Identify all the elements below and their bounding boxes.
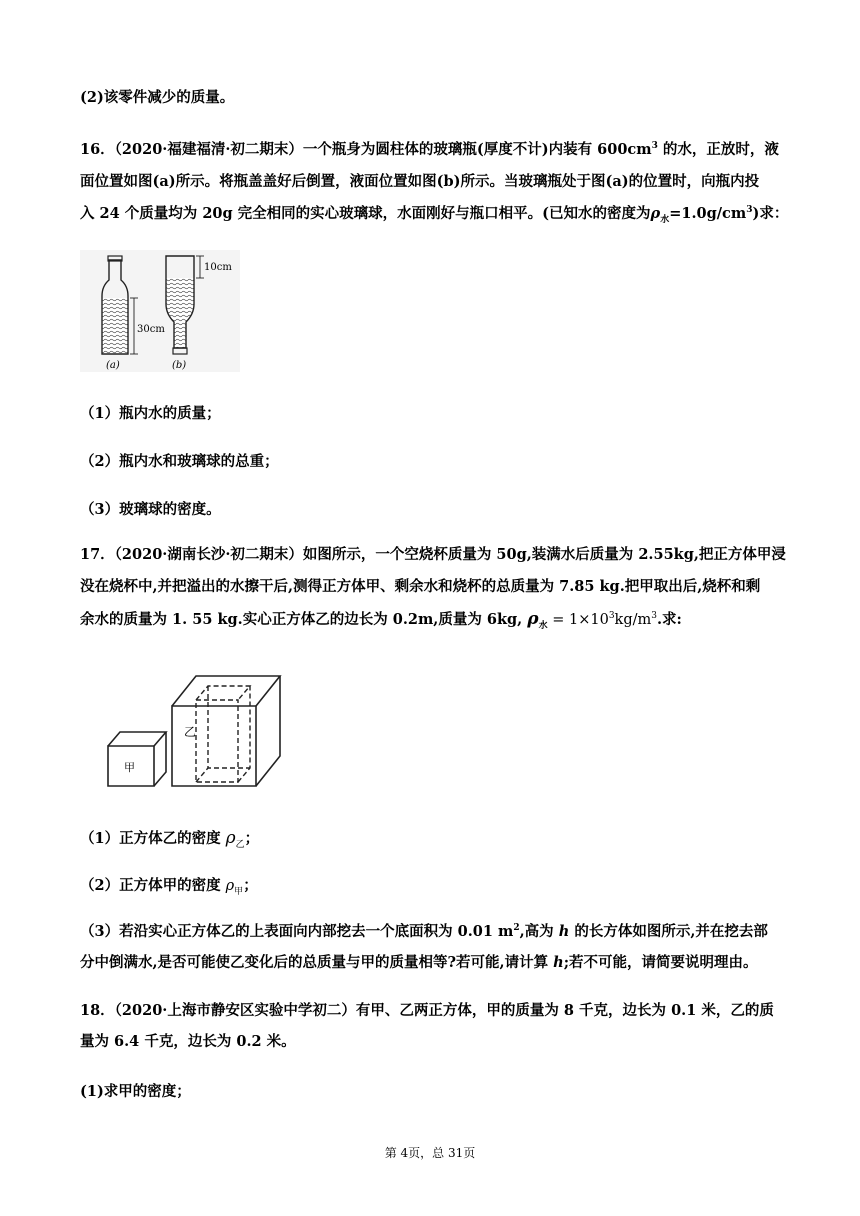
q15-subquestion-2: (2)该零件减少的质量。 [80,89,235,106]
q18-stem-line-1: 18．（2020·上海市静安区实验中学初二）有甲、乙两正方体，甲的质量为 8 千克，边长为 0.1 米，乙的质 [80,1002,774,1019]
q17-subquestion-2: （2）正方体甲的密度 $\rho_甲$； [80,877,258,897]
cube-jia [108,732,166,786]
q17-stem-line-3: 余水的质量为 1. 55 kg.实心正方体乙的边长为 0.2m,质量为 6kg, $\rho_水 = 1\times 10^3kg/m^3$.求: [80,609,682,631]
q16-stem-line-2: 面位置如图(a)所示。将瓶盖盖好后倒置，液面位置如图(b)所示。当玻璃瓶处于图(a)的位置时，向瓶内投 [80,173,760,190]
q16-stem-line-1: 16．（2020·福建福清·初二期末）一个瓶身为圆柱体的玻璃瓶(厚度不计)内装有 $600cm^3$ 的水，正放时，液 [80,141,779,158]
q17-subquestion-3-line-2: 分中倒满水,是否可能使乙变化后的总质量与甲的质量相等?若可能,请计算 h;若不可能，请简要说明理由。 [80,954,758,971]
q16-subquestion-2: （2）瓶内水和玻璃球的总重； [80,453,279,470]
q18-stem-line-2: 量为 6.4 千克，边长为 0.2 米。 [80,1033,296,1050]
cubes-figure [104,670,284,790]
q18-subquestion-1: (1)求甲的密度； [80,1083,191,1100]
q17-stem-line-1: 17．（2020·湖南长沙·初二期末）如图所示，一个空烧杯质量为 50g,装满水后质量为 2.55kg,把正方体甲浸 [80,546,786,563]
label-jia: 甲 [124,761,135,774]
q16-stem-line-3: 入 24 个质量均为 20g 完全相同的实心玻璃球，水面刚好与瓶口相平。(已知水的密度为$\rho_水=1.0g/cm^3$)求： [80,205,789,225]
q17-subquestion-3-line-1: （3）若沿实心正方体乙的上表面向内部挖去一个底面积为 0.01 $m^2$,高为 h 的长方体如图所示,并在挖去部 [80,923,768,940]
label-a: (a) [106,360,120,371]
dim-10-label: 10cm [204,262,232,273]
dim-30-label: 30cm [137,324,165,335]
q16-subquestion-1: （1）瓶内水的质量； [80,405,221,422]
label-yi: 乙 [184,725,197,739]
excavated-prism [196,686,250,782]
q16-subquestion-3: （3）玻璃球的密度。 [80,501,221,518]
bottles-figure [80,250,240,372]
q17-stem-line-2: 没在烧杯中,并把溢出的水擦干后,测得正方体甲、剩余水和烧杯的总质量为 7.85 kg.把甲取出后,烧杯和剩 [80,578,761,595]
label-b: (b) [172,360,187,371]
page-footer: 第 4页，总 31页 [384,1146,476,1160]
q17-subquestion-1: （1）正方体乙的密度 $\rho_乙$； [80,828,260,850]
